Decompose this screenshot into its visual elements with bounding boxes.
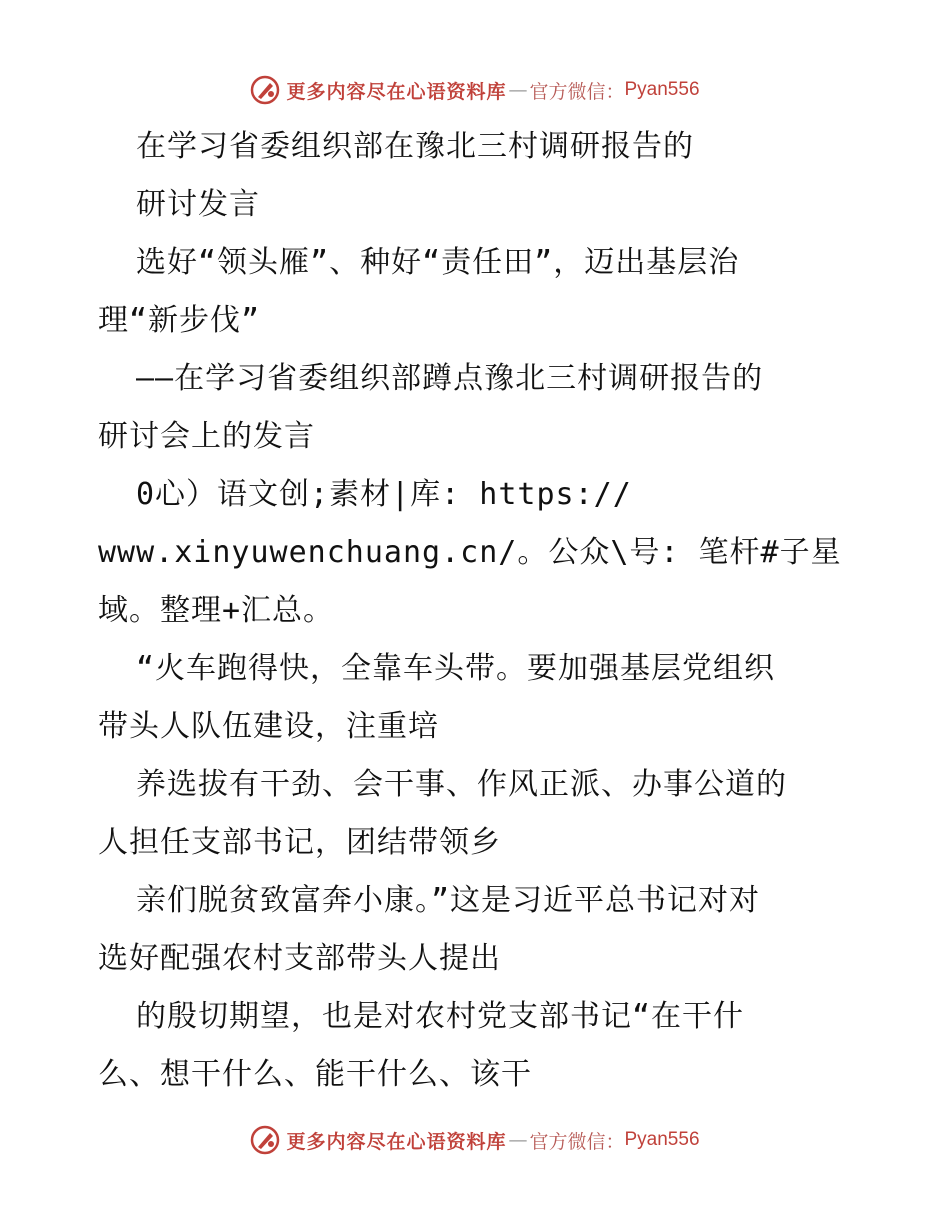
- text-line: www.xinyuwenchuang.cn/。公众\号: 笔杆#子星: [98, 535, 842, 570]
- text-line: ——在学习省委组织部蹲点豫北三村调研报告的: [136, 361, 764, 396]
- header-contact-label: 官方微信：: [529, 80, 625, 103]
- footer-brand-text: 更多内容尽在心语资料库: [286, 1130, 507, 1153]
- footer-contact-label: 官方微信：: [529, 1130, 625, 1153]
- header-contact-handle: Pyan556: [624, 79, 700, 100]
- text-line: 理“新步伐”: [98, 303, 261, 338]
- text-line: 养选拔有干劲、会干事、作风正派、办事公道的: [136, 767, 787, 802]
- text-line: 选好配强农村支部带头人提出: [98, 941, 501, 976]
- text-line: 么、想干什么、能干什么、该干: [98, 1057, 532, 1092]
- text-line: 选好“领头雁”、种好“责任田”，迈出基层治: [136, 245, 740, 280]
- footer-watermark: [0, 1120, 950, 1160]
- text-line: 在学习省委组织部在豫北三村调研报告的: [136, 129, 694, 164]
- text-line: 域。整理+汇总。: [98, 593, 335, 628]
- quill-logo-icon: [250, 1125, 280, 1155]
- text-line: 研讨会上的发言: [98, 419, 315, 454]
- header-separator: —: [508, 79, 528, 101]
- text-line: 带头人队伍建设，注重培: [98, 709, 439, 744]
- text-line: 0心）语文创;素材|库: https://: [136, 477, 632, 512]
- footer-separator: —: [508, 1129, 528, 1151]
- text-line: 研讨发言: [136, 187, 260, 222]
- header-brand-text: 更多内容尽在心语资料库: [286, 80, 507, 103]
- text-line: 人担任支部书记，团结带领乡: [98, 825, 501, 860]
- text-line: 的殷切期望，也是对农村党支部书记“在干什: [136, 999, 745, 1034]
- footer-contact-handle: Pyan556: [624, 1129, 700, 1150]
- document-body: [98, 118, 858, 1104]
- text-line: 亲们脱贫致富奔小康。”这是习近平总书记对对: [136, 883, 761, 918]
- header-watermark: [0, 70, 950, 110]
- text-line: “火车跑得快，全靠车头带。要加强基层党组织: [136, 651, 776, 686]
- quill-logo-icon: [250, 75, 280, 105]
